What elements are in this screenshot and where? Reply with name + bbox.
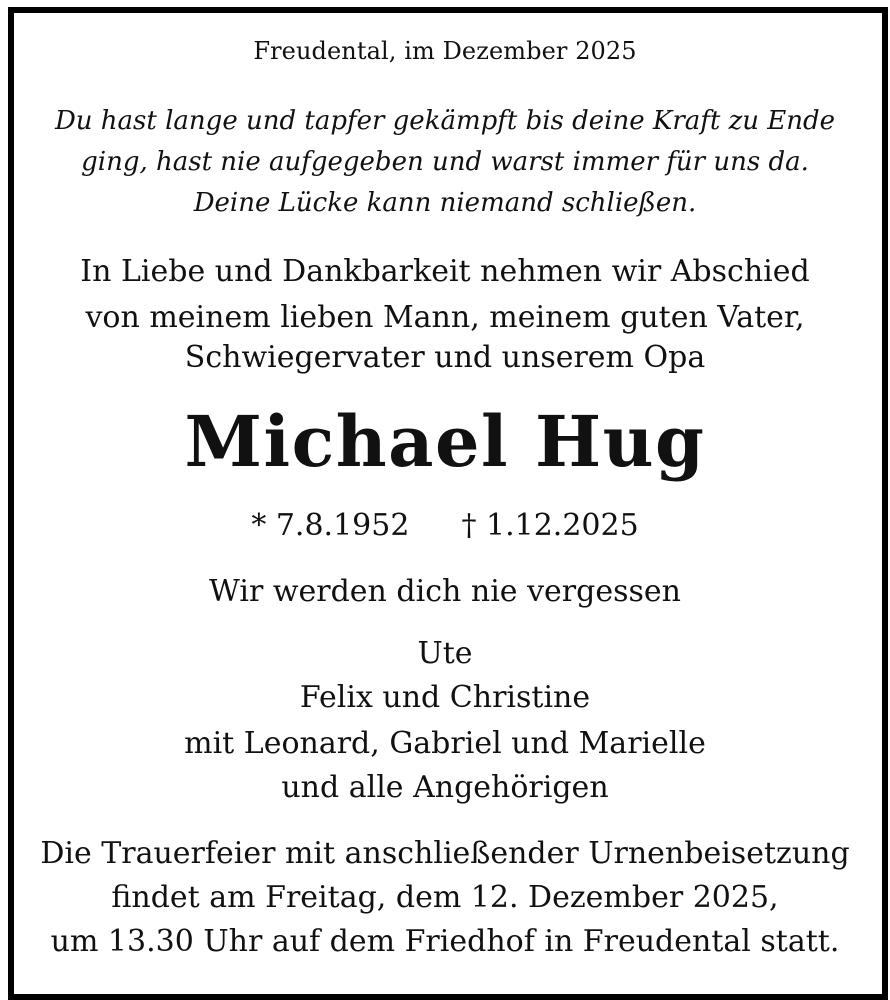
birth-date: * 7.8.1952	[251, 508, 410, 543]
mourner-line-1: Ute	[417, 636, 473, 671]
quote-line-2: ging, hast nie aufgegeben und warst immer für uns da.	[81, 147, 809, 177]
mourner-line-3: mit Leonard, Gabriel und Marielle	[184, 726, 706, 761]
intro-line-1: In Liebe und Dankbarkeit nehmen wir Abschied	[80, 254, 810, 289]
remembrance-line: Wir werden dich nie vergessen	[209, 574, 681, 609]
intro-line-2: von meinem lieben Mann, meinem guten Vater,	[85, 300, 805, 335]
quote-line-1: Du hast lange und tapfer gekämpft bis deine Kraft zu Ende	[54, 106, 836, 136]
service-line-1: Die Trauerfeier mit anschließender Urnenbeisetzung	[40, 836, 850, 871]
life-dates	[0, 508, 890, 543]
mourner-line-2: Felix und Christine	[299, 680, 591, 715]
place-date: Freudental, im Dezember 2025	[253, 37, 637, 65]
service-line-3: um 13.30 Uhr auf dem Friedhof in Freudental statt.	[50, 924, 840, 959]
service-line-2: findet am Freitag, dem 12. Dezember 2025,	[111, 880, 779, 915]
death-date: † 1.12.2025	[461, 508, 639, 543]
deceased-name: Michael Hug	[184, 400, 706, 483]
intro-line-3: Schwiegervater und unserem Opa	[184, 340, 706, 375]
quote-line-3: Deine Lücke kann niemand schließen.	[193, 188, 697, 218]
mourner-line-4: und alle Angehörigen	[281, 770, 609, 805]
